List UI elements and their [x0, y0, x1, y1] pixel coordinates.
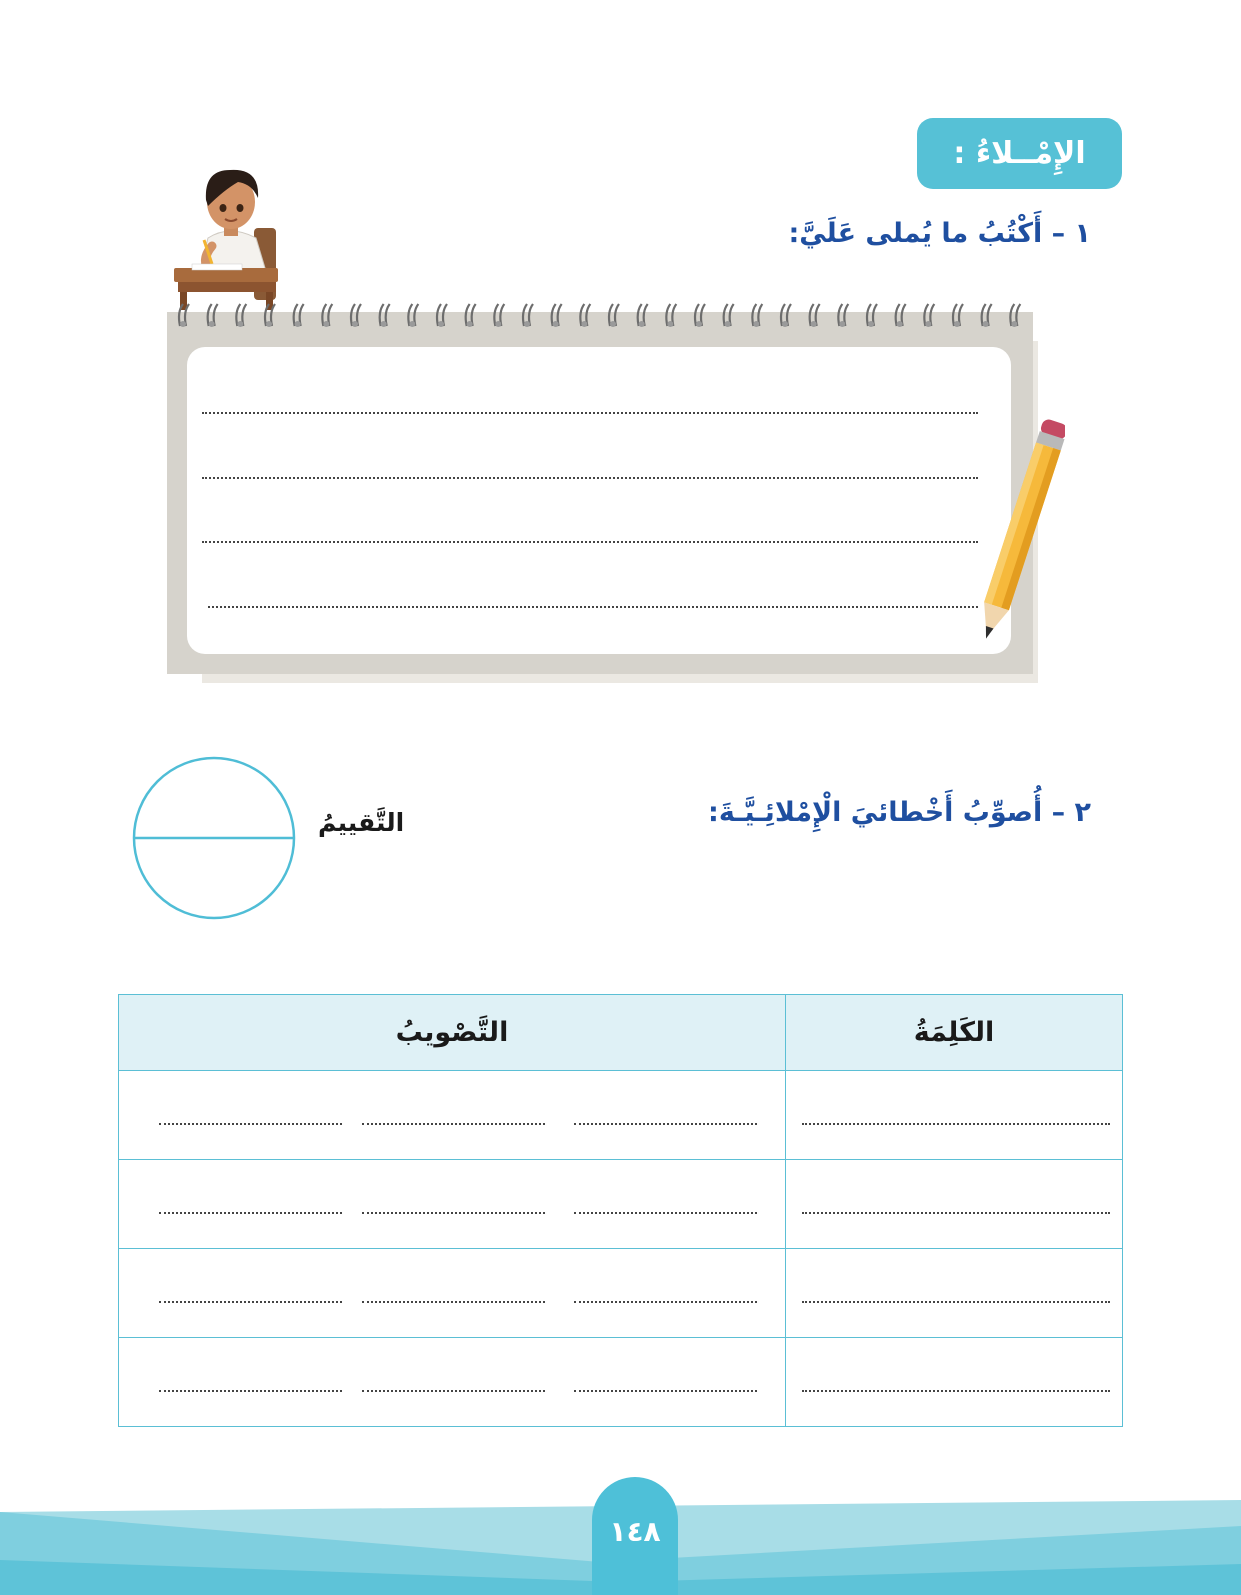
spiral-ring — [466, 304, 476, 327]
spiral-ring — [666, 304, 676, 327]
spiral-ring — [810, 304, 820, 327]
spiral-ring — [523, 304, 533, 327]
correction-cell[interactable] — [119, 1338, 786, 1427]
spiral-ring — [695, 304, 705, 327]
spiral-ring — [408, 304, 418, 327]
correction-cell[interactable] — [119, 1071, 786, 1160]
spiral-ring — [1010, 304, 1020, 327]
spiral-binding — [172, 300, 1032, 330]
correction-blank[interactable] — [159, 1123, 342, 1125]
spiral-ring — [351, 304, 361, 327]
spiral-ring — [179, 304, 189, 327]
spiral-ring — [781, 304, 791, 327]
correction-blank[interactable] — [159, 1390, 342, 1392]
student-writing-illustration — [168, 150, 294, 312]
grade-circle[interactable] — [132, 756, 296, 920]
word-cell[interactable] — [786, 1338, 1123, 1427]
correction-blank[interactable] — [574, 1123, 757, 1125]
table-row — [119, 1071, 1123, 1160]
dictation-line[interactable] — [202, 477, 978, 479]
spiral-ring — [580, 304, 590, 327]
pencil-icon — [975, 414, 1065, 654]
word-blank[interactable] — [802, 1301, 1110, 1303]
spiral-ring — [752, 304, 762, 327]
correction-blank[interactable] — [362, 1390, 545, 1392]
spiral-ring — [380, 304, 390, 327]
correction-blank[interactable] — [574, 1301, 757, 1303]
spiral-ring — [953, 304, 963, 327]
correction-blank[interactable] — [574, 1212, 757, 1214]
spiral-ring — [294, 304, 304, 327]
spiral-ring — [322, 304, 332, 327]
correction-cell[interactable] — [119, 1249, 786, 1338]
spiral-ring — [236, 304, 246, 327]
correction-blank[interactable] — [159, 1301, 342, 1303]
correction-blank[interactable] — [362, 1301, 545, 1303]
section-title-badge — [917, 118, 1122, 189]
spiral-ring — [838, 304, 848, 327]
header-word: الكَلِمَةُ — [786, 995, 1123, 1071]
question-2: ٢ – أُصوِّبُ أَخْطائيَ الْإِمْلائِـيَّـةَ: — [708, 797, 1091, 828]
grade-label: التَّقييمُ — [318, 808, 405, 837]
header-correction: التَّصْويبُ — [119, 995, 786, 1071]
section-title: الإِمْــلاءُ : — [953, 136, 1086, 171]
word-cell[interactable] — [786, 1249, 1123, 1338]
correction-blank[interactable] — [362, 1212, 545, 1214]
question-1: ١ – أَكْتُبُ ما يُملى عَلَيَّ: — [788, 218, 1091, 249]
table-row — [119, 1338, 1123, 1427]
spiral-ring — [609, 304, 619, 327]
dictation-line[interactable] — [202, 412, 978, 414]
spiral-ring — [638, 304, 648, 327]
corrections-table — [118, 994, 1123, 1427]
table-row — [119, 1249, 1123, 1338]
correction-cell[interactable] — [119, 1160, 786, 1249]
dictation-line[interactable] — [202, 541, 978, 543]
table-row — [119, 1160, 1123, 1249]
word-blank[interactable] — [802, 1212, 1110, 1214]
spiral-ring — [924, 304, 934, 327]
spiral-ring — [982, 304, 992, 327]
correction-blank[interactable] — [159, 1212, 342, 1214]
spiral-ring — [437, 304, 447, 327]
page-number: ١٤٨ — [609, 1515, 661, 1548]
word-cell[interactable] — [786, 1160, 1123, 1249]
spiral-ring — [724, 304, 734, 327]
spiral-ring — [896, 304, 906, 327]
correction-blank[interactable] — [574, 1390, 757, 1392]
correction-blank[interactable] — [362, 1123, 545, 1125]
table-header-row — [119, 995, 1123, 1071]
spiral-ring — [552, 304, 562, 327]
word-cell[interactable] — [786, 1071, 1123, 1160]
spiral-ring — [867, 304, 877, 327]
spiral-ring — [494, 304, 504, 327]
word-blank[interactable] — [802, 1123, 1110, 1125]
dictation-line[interactable] — [208, 606, 978, 608]
spiral-ring — [265, 304, 275, 327]
word-blank[interactable] — [802, 1390, 1110, 1392]
spiral-ring — [208, 304, 218, 327]
page-number-tab — [592, 1477, 678, 1595]
